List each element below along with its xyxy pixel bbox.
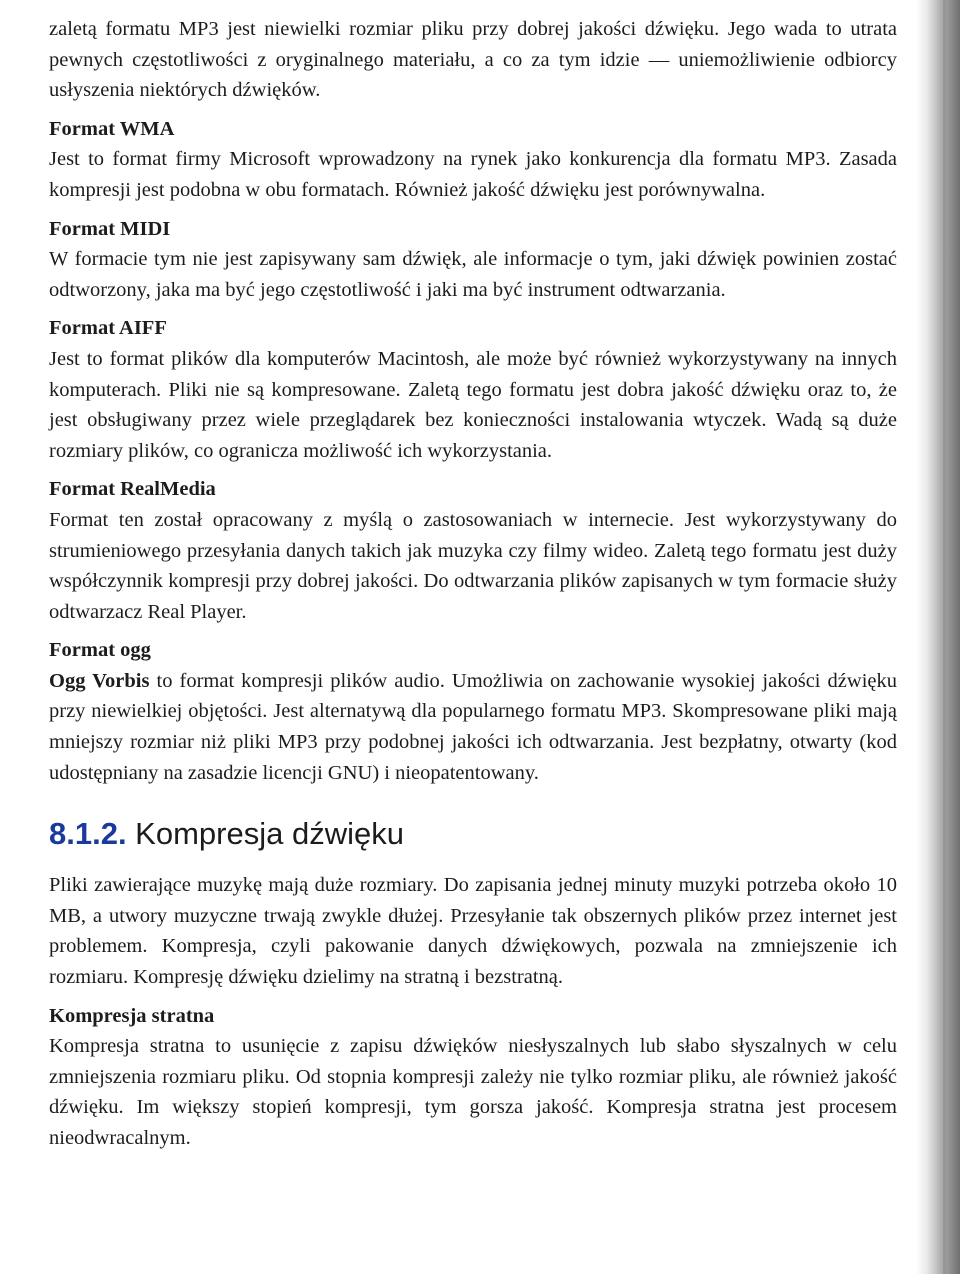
page-content (49, 14, 897, 1154)
ogg-paragraph (49, 666, 897, 788)
aiff-paragraph: Jest to format plików dla komputerów Macintosh, ale może być również wykorzystywany na innych komputerach. Pliki nie są kompresowane. Zaletą tego formatu jest dobra jakość dźwięku oraz to, że jest obsługiwany przez wiele przeglądarek bez konieczności instalowania wtyczek. Wadą są duże rozmiary plików, co ogranicza możliwość ich wykorzystania. (49, 347, 897, 462)
midi-heading: Format MIDI (49, 217, 171, 240)
section-title-text: Kompresja dźwięku (126, 816, 404, 852)
page-binding-edge (916, 0, 960, 1274)
realmedia-paragraph: Format ten został opracowany z myślą o zastosowaniach w internecie. Jest wykorzystywany do strumieniowego przesyłania danych takich jak muzyka czy filmy wideo. Zaletą tego formatu jest duży współczynnik kompresji przy dobrej jakości. Do odtwarzania plików zapisanych w tym formacie służy odtwarzacz Real Player. (49, 508, 897, 623)
realmedia-heading: Format RealMedia (49, 478, 216, 501)
section-title (49, 814, 897, 854)
intro-paragraph: zaletą formatu MP3 jest niewielki rozmiar pliku przy dobrej jakości dźwięku. Jego wada to utrata pewnych częstotliwości z oryginalnego materiału, a co za tym idzie — uniemożliwienie odbiorcy usłyszenia niektórych dźwięków. (49, 18, 897, 102)
section-paragraph: Pliki zawierające muzykę mają duże rozmiary. Do zapisania jednej minuty muzyki potrzeba około 10 MB, a utwory muzyczne trwają zwykle dłużej. Przesyłanie tak obszernych plików przez internet jest problemem. Kompresja, czyli pakowanie danych dźwiękowych, pozwala na zmniejszenie ich rozmiaru. Kompresję dźwięku dzielimy na stratną i bezstratną. (49, 874, 897, 989)
wma-paragraph: Jest to format firmy Microsoft wprowadzony na rynek jako konkurencja dla formatu MP3. Zasada kompresji jest podobna w obu formatach. Również jakość dźwięku jest porównywalna. (49, 148, 897, 201)
section-number: 8.1.2. (49, 816, 127, 852)
midi-paragraph: W formacie tym nie jest zapisywany sam dźwięk, ale informacje o tym, jaki dźwięk powinien zostać odtworzony, jaka ma być jego częstotliwość i jaki ma być instrument odtwarzania. (49, 248, 897, 301)
lossy-heading: Kompresja stratna (49, 1004, 215, 1027)
lossy-paragraph: Kompresja stratna to usunięcie z zapisu dźwięków niesłyszalnych lub słabo słyszalnych w celu zmniejszenia rozmiaru pliku. Od stopnia kompresji zależy nie tylko rozmiar pliku, ale również jakość dźwięku. Im większy stopień kompresji, tym gorsza jakość. Kompresja stratna jest procesem nieodwracalnym. (49, 1035, 897, 1149)
ogg-vorbis-term: Ogg Vorbis (49, 669, 150, 692)
ogg-paragraph-text: to format kompresji plików audio. Umożliwia on zachowanie wysokiej jakości dźwięku przy niewielkiej objętości. Jest alternatywą dla popularnego formatu MP3. Skompresowane pliki mają mniejszy rozmiar niż pliki MP3 przy podobnej jakości ich odtwarzania. Jest bezpłatny, otwarty (kod udostępniany na zasadzie licencji GNU) i nieopatentowany. (49, 669, 897, 784)
page-binding-shadow (943, 0, 946, 1274)
wma-heading: Format WMA (49, 117, 175, 140)
ogg-heading: Format ogg (49, 639, 151, 662)
aiff-heading: Format AIFF (49, 317, 167, 340)
